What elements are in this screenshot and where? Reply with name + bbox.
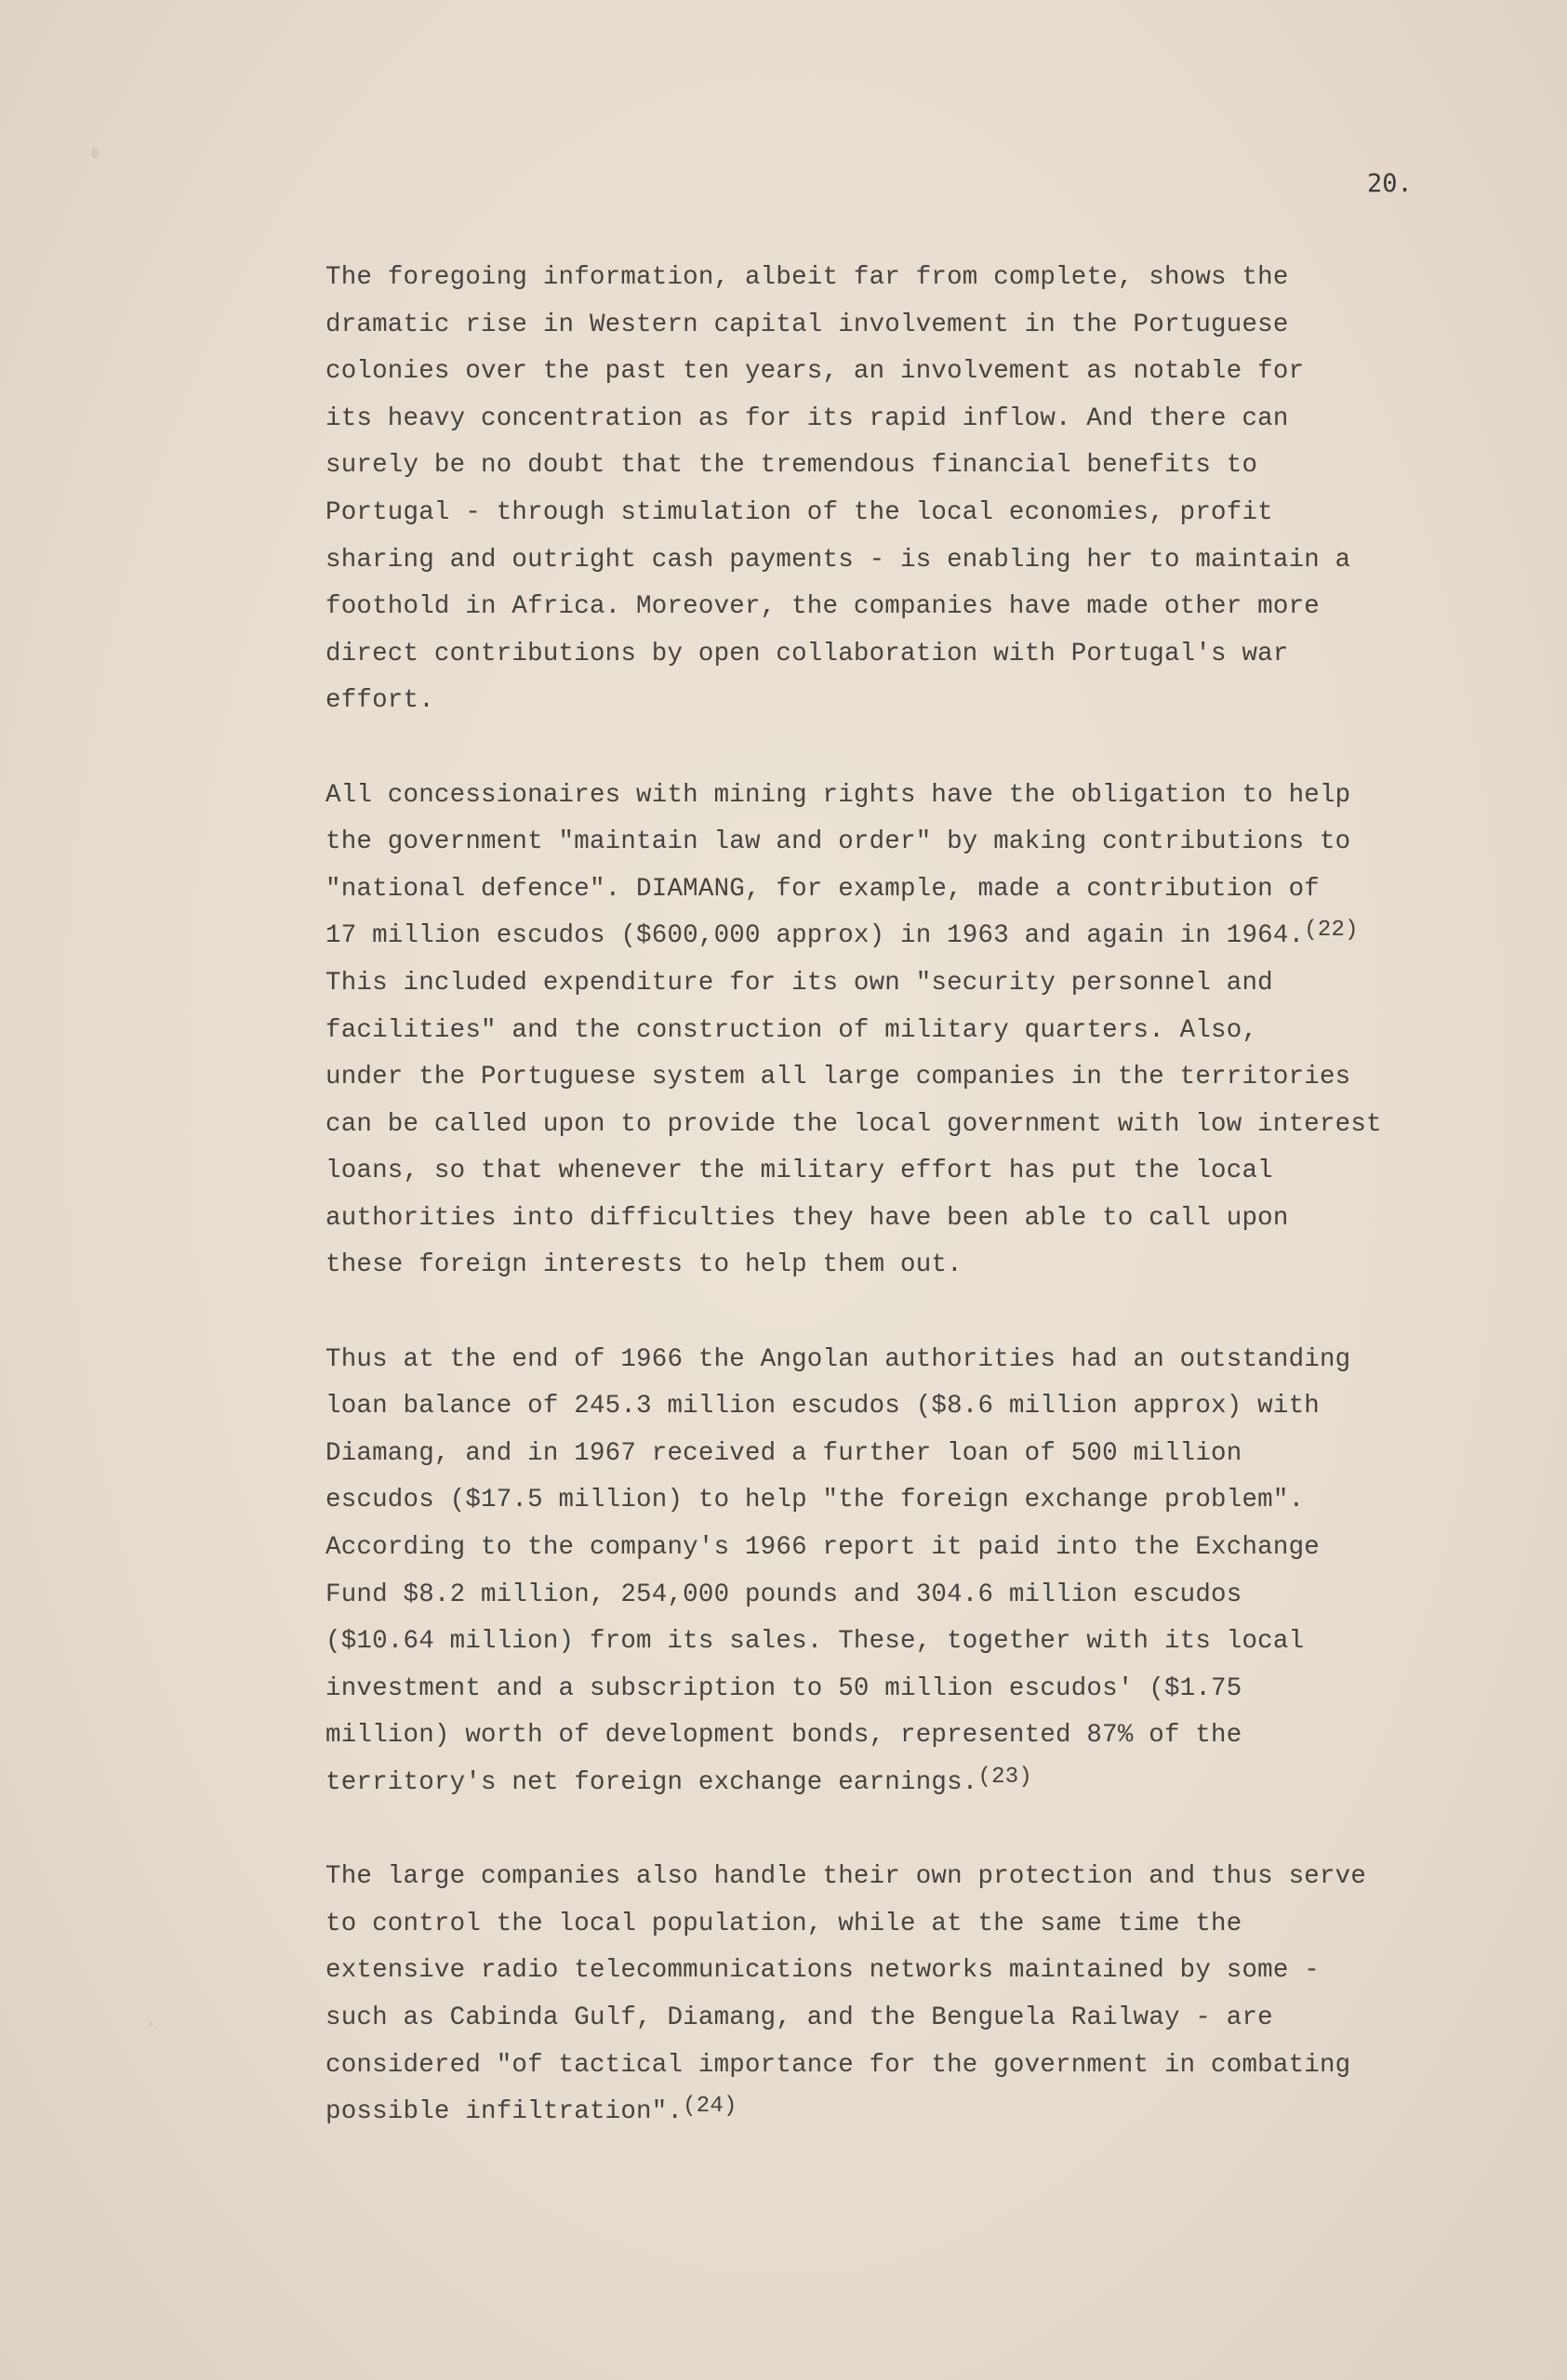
line-text: under the Portuguese system all large companies in the territories	[325, 1063, 1351, 1092]
line-text: colonies over the past ten years, an involvement as notable for	[325, 357, 1305, 387]
text-line	[325, 443, 1441, 490]
text-line	[325, 1337, 1441, 1384]
line-text: All concessionaires with mining rights have the obligation to help	[325, 780, 1351, 810]
text-line	[325, 1995, 1441, 2043]
text-line	[325, 1477, 1441, 1525]
text-line	[325, 1431, 1441, 1478]
text-line	[325, 2043, 1441, 2090]
line-text: Portugal - through stimulation of the local economies, profit	[325, 497, 1273, 527]
line-text: The large companies also handle their own protection and thus serve	[325, 1862, 1367, 1892]
line-text: to control the local population, while at the same time the	[325, 1909, 1242, 1938]
text-line	[325, 1572, 1441, 1620]
text-line	[325, 1148, 1441, 1196]
line-text: ($10.64 million) from its sales. These, together with its local	[325, 1627, 1305, 1657]
page-number: 20.	[1367, 169, 1413, 198]
line-text: direct contributions by open collaboration with Portugal's war	[325, 639, 1289, 668]
line-text: considered "of tactical importance for the government in combating	[325, 2050, 1351, 2080]
text-line	[325, 819, 1441, 866]
body-text	[325, 255, 1441, 2183]
line-text: investment and a subscription to 50 million escudos' ($1.75	[325, 1673, 1242, 1703]
text-line	[325, 1666, 1441, 1713]
text-line	[325, 866, 1441, 914]
text-line	[325, 1948, 1441, 1995]
line-text: effort.	[325, 686, 434, 716]
line-text: According to the company's 1966 report it paid into the Exchange	[325, 1533, 1320, 1563]
line-text: authorities into difficulties they have been able to call upon	[325, 1203, 1289, 1233]
paragraph-1	[325, 255, 1441, 725]
line-text: extensive radio telecommunications networks maintained by some -	[325, 1956, 1320, 1986]
line-text: the government "maintain law and order" by making contributions to	[325, 827, 1351, 857]
text-line	[325, 1854, 1441, 1901]
line-text: million) worth of development bonds, represented 87% of the	[325, 1721, 1242, 1751]
line-text: such as Cabinda Gulf, Diamang, and the Benguela Railway - are	[325, 2003, 1273, 2032]
text-line	[325, 255, 1441, 302]
footnote-reference: (22)	[1304, 918, 1359, 944]
line-text: escudos ($17.5 million) to help "the foreign exchange problem".	[325, 1486, 1305, 1515]
text-line	[325, 1196, 1441, 1243]
text-line	[325, 490, 1441, 537]
line-text: facilities" and the construction of military quarters. Also,	[325, 1015, 1258, 1045]
line-text: territory's net foreign exchange earnings.	[325, 1768, 978, 1797]
line-text: possible infiltration".	[325, 2097, 684, 2127]
text-line	[325, 773, 1441, 820]
text-line	[325, 1901, 1441, 1949]
line-text: can be called upon to provide the local government with low interest	[325, 1109, 1382, 1139]
text-line	[325, 1242, 1441, 1289]
text-line	[325, 678, 1441, 725]
text-line	[325, 396, 1441, 443]
line-text: The foregoing information, albeit far from complete, shows the	[325, 263, 1289, 292]
line-text: This included expenditure for its own "security personnel and	[325, 968, 1273, 998]
footnote-reference: (23)	[977, 1765, 1032, 1790]
line-text: "national defence". DIAMANG, for example, made a contribution of	[325, 874, 1320, 904]
paragraph-2	[325, 773, 1441, 1290]
line-text: surely be no doubt that the tremendous financial benefits to	[325, 451, 1258, 481]
text-line	[325, 1054, 1441, 1102]
text-line	[325, 913, 1441, 960]
line-text: 17 million escudos ($600,000 approx) in 1963 and again in 1964.	[325, 921, 1305, 951]
text-line	[325, 1383, 1441, 1431]
line-text: Diamang, and in 1967 received a further loan of 500 million	[325, 1438, 1242, 1468]
line-text: Thus at the end of 1966 the Angolan authorities had an outstanding	[325, 1344, 1351, 1374]
paper-speck	[149, 2022, 153, 2027]
text-line	[325, 537, 1441, 585]
text-line	[325, 1102, 1441, 1149]
line-text: foothold in Africa. Moreover, the companies have made other more	[325, 592, 1320, 622]
text-line	[325, 1712, 1441, 1760]
paragraph-4	[325, 1854, 1441, 2136]
text-line	[325, 1008, 1441, 1055]
text-line	[325, 349, 1441, 396]
line-text: loans, so that whenever the military effort has put the local	[325, 1157, 1273, 1186]
text-line	[325, 302, 1441, 350]
footnote-reference: (24)	[683, 2094, 737, 2120]
text-line	[325, 960, 1441, 1008]
line-text: dramatic rise in Western capital involvement in the Portuguese	[325, 310, 1289, 339]
text-line	[325, 1619, 1441, 1666]
text-line	[325, 1525, 1441, 1572]
line-text: its heavy concentration as for its rapid inflow. And there can	[325, 403, 1289, 433]
paragraph-3	[325, 1337, 1441, 1807]
paper-speck	[91, 149, 99, 158]
line-text: these foreign interests to help them out.	[325, 1250, 963, 1280]
text-line	[325, 1760, 1441, 1807]
text-line	[325, 2089, 1441, 2136]
text-line	[325, 631, 1441, 679]
line-text: Fund $8.2 million, 254,000 pounds and 304.6 million escudos	[325, 1580, 1242, 1609]
text-line	[325, 584, 1441, 631]
line-text: sharing and outright cash payments - is enabling her to maintain a	[325, 545, 1351, 575]
line-text: loan balance of 245.3 million escudos ($8.6 million approx) with	[325, 1392, 1320, 1421]
